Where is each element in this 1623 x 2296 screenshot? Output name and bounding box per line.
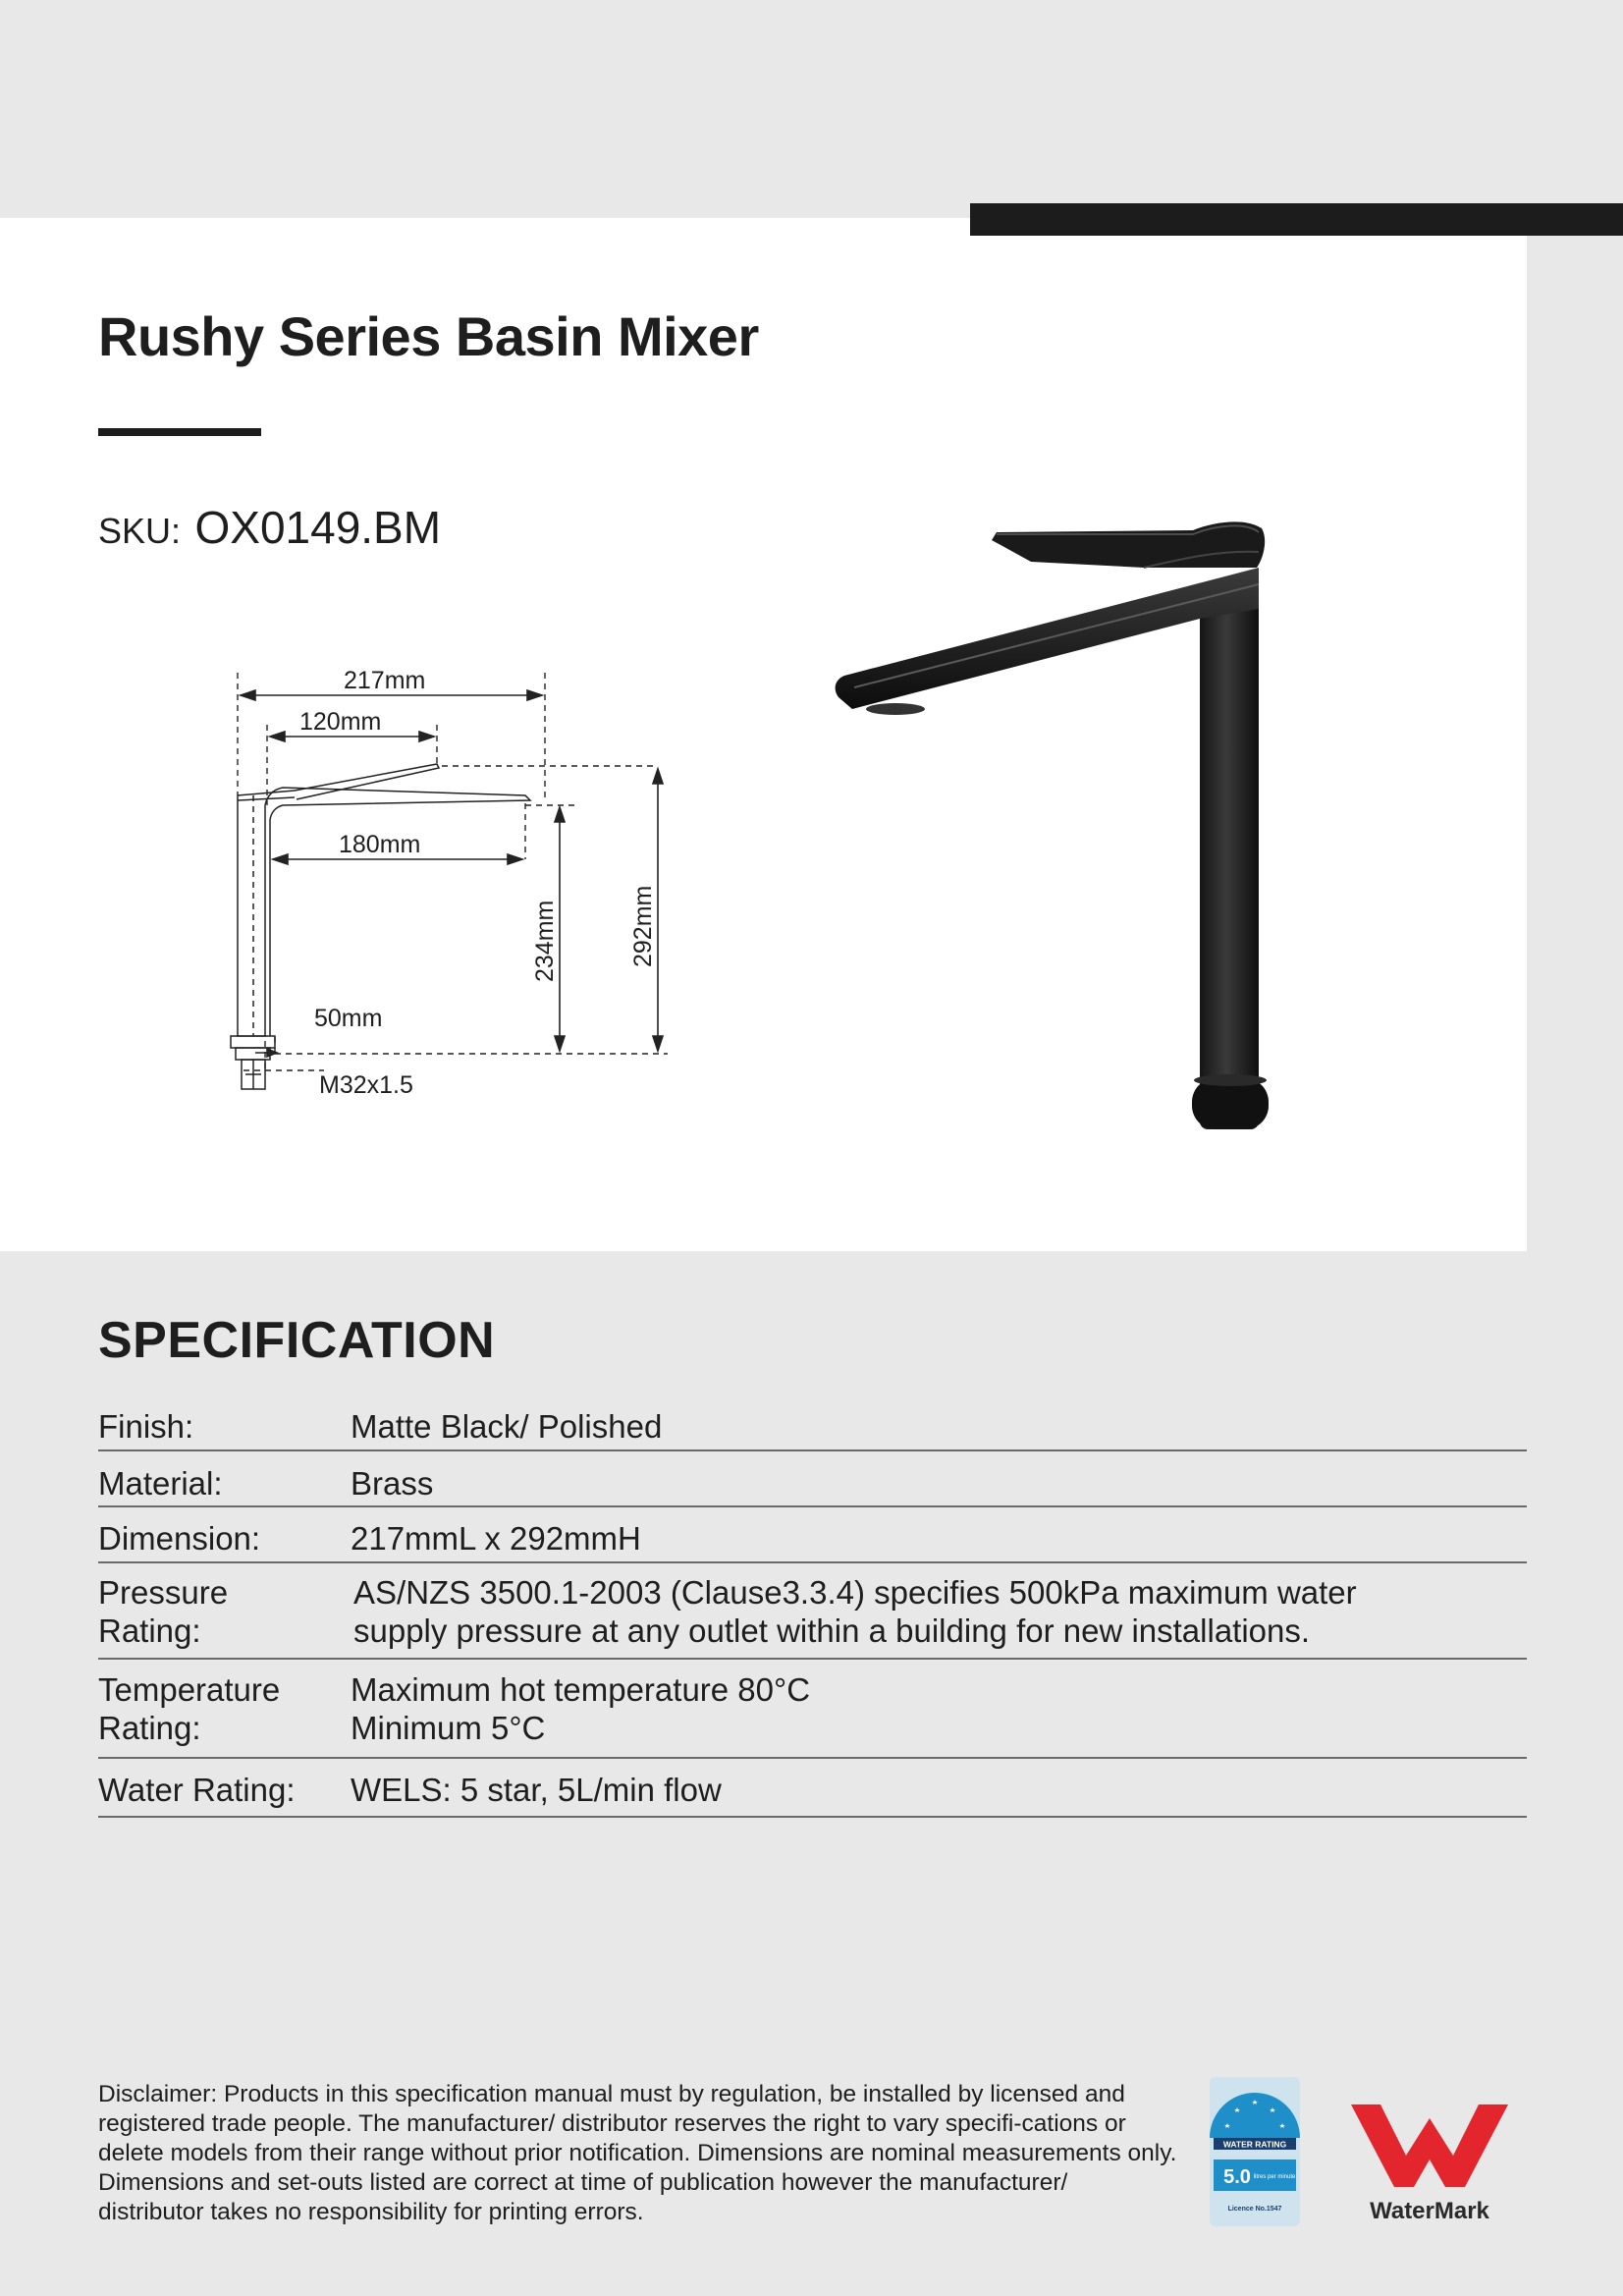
sku (98, 501, 441, 554)
spec-row-pressure-rating (98, 1563, 1527, 1660)
dim-spout: 180mm (339, 831, 421, 858)
wels-water-rating-badge (1210, 2077, 1300, 2226)
header-accent-bar (970, 203, 1623, 236)
spec-label-line: Temperature (98, 1671, 281, 1708)
spec-label: Water Rating: (98, 1772, 296, 1808)
spec-value-line: Minimum 5°C (351, 1710, 546, 1746)
wels-rating-value: 5.0 (1223, 2166, 1251, 2188)
watermark-logo-icon (1347, 2097, 1512, 2226)
dim-total-height: 292mm (629, 885, 657, 967)
watermark-text: WaterMark (1370, 2198, 1489, 2224)
dim-total-length: 217mm (344, 667, 426, 694)
spec-row-temperature-rating (98, 1660, 1527, 1759)
spec-value: Brass (351, 1465, 434, 1502)
spec-label: Material: (98, 1465, 223, 1502)
spec-label-line: Pressure (98, 1574, 229, 1611)
spec-label-line: Rating: (98, 1613, 201, 1649)
spec-row-dimension (98, 1507, 1527, 1563)
spec-label (98, 1670, 351, 1757)
dim-handle: 120mm (299, 708, 382, 736)
spec-value: 217mmL x 292mmH (351, 1520, 641, 1557)
dim-base: 50mm (314, 1005, 383, 1032)
spec-label: Dimension: (98, 1520, 261, 1557)
spec-value (351, 1670, 1527, 1757)
spec-label (98, 1573, 351, 1658)
sku-value: OX0149.BM (194, 502, 442, 553)
specification-table (98, 1399, 1527, 1818)
spec-value: WELS: 5 star, 5L/min flow (351, 1772, 722, 1808)
product-title: Rushy Series Basin Mixer (98, 305, 759, 367)
spec-label: Finish: (98, 1408, 194, 1445)
dim-thread: M32x1.5 (319, 1071, 413, 1099)
spec-label-line: Rating: (98, 1710, 201, 1746)
spec-value-line: Maximum hot temperature 80°C (351, 1671, 811, 1708)
dimension-drawing (177, 658, 687, 1120)
disclaimer-text: Disclaimer: Products in this specification manual must by regulation, be installed by licensed and registered trade people. The manufacturer/ distributor reserves the right to vary specifi-cations or delete models from their range without prior notification. Dimensions are nominal measurements only. Dimensions and set-outs listed are correct at time of publication however the manufacturer/ distributor takes no responsibility for printing errors. (98, 2081, 1177, 2225)
spec-row-material (98, 1451, 1527, 1507)
product-image (805, 491, 1355, 1159)
specification-heading: SPECIFICATION (98, 1312, 496, 1369)
wels-heading: WATER RATING (1222, 2139, 1287, 2150)
spec-value-line: supply pressure at any outlet within a building for new installations. (353, 1613, 1311, 1649)
spec-row-water-rating (98, 1759, 1527, 1818)
spec-value: Matte Black/ Polished (351, 1408, 663, 1445)
wels-licence: Licence No.1547 (1227, 2206, 1282, 2213)
title-underline (98, 428, 261, 436)
wels-rating-unit: litres per minute (1253, 2174, 1296, 2180)
dim-spout-height: 234mm (531, 900, 559, 982)
spec-row-finish (98, 1399, 1527, 1451)
spec-value-line: AS/NZS 3500.1-2003 (Clause3.3.4) specifies 500kPa maximum water (353, 1574, 1357, 1611)
spec-value (351, 1573, 1527, 1658)
sku-label: SKU: (98, 511, 182, 551)
